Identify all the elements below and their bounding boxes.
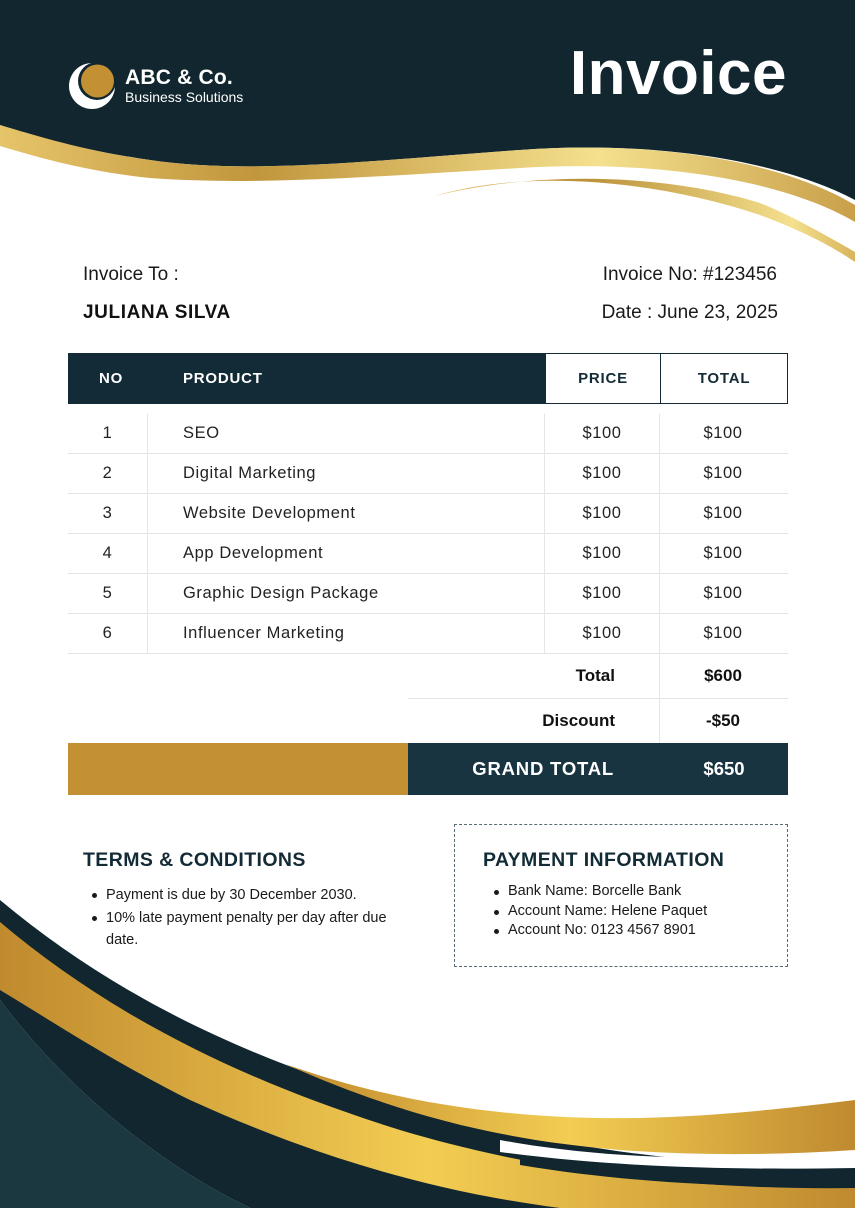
row-total: $100: [703, 584, 743, 602]
table-body: [68, 404, 788, 654]
row-total: $100: [703, 624, 743, 642]
client-name: JULIANA SILVA: [83, 302, 231, 323]
row-price: $100: [545, 454, 660, 493]
row-no: 6: [68, 614, 148, 653]
table-row: [68, 574, 788, 614]
crescent-moon-icon: [68, 62, 116, 110]
payment-item-bank: Bank Name: Borcelle Bank: [483, 882, 787, 902]
table-row: [68, 494, 788, 534]
header-product: PRODUCT: [148, 353, 545, 404]
terms-title: TERMS & CONDITIONS: [83, 849, 306, 871]
row-no: 4: [68, 534, 148, 573]
grand-total-value: $650: [703, 758, 745, 779]
invoice-table: [68, 353, 788, 795]
header-price: PRICE: [545, 353, 660, 404]
payment-list: [483, 882, 787, 941]
grand-total-accent: [68, 743, 408, 795]
terms-section: [83, 849, 403, 952]
document-title: Invoice: [569, 39, 787, 108]
invoice-date: Date : June 23, 2025: [601, 302, 778, 323]
row-no: 1: [68, 414, 148, 453]
row-total: $100: [703, 464, 743, 482]
invoice-number: Invoice No: #123456: [602, 264, 777, 285]
row-price: $100: [545, 614, 660, 653]
summary-total-row: [408, 654, 788, 699]
table-row: [68, 404, 788, 454]
grand-total-bar: [68, 743, 788, 795]
grand-total-label: GRAND TOTAL: [472, 758, 614, 779]
row-total: $100: [703, 544, 743, 562]
payment-info-box: [454, 824, 788, 967]
invoice-to-label: Invoice To :: [83, 264, 179, 285]
row-no: 2: [68, 454, 148, 493]
table-row: [68, 454, 788, 494]
row-product: Digital Marketing: [148, 454, 545, 493]
payment-item-account-name: Account Name: Helene Paquet: [483, 902, 787, 922]
company-logo: [68, 62, 243, 110]
row-product: SEO: [148, 414, 545, 453]
summary-discount-row: [408, 699, 788, 743]
table-row: [68, 534, 788, 574]
row-no: 5: [68, 574, 148, 613]
row-price: $100: [545, 494, 660, 533]
row-product: Website Development: [148, 494, 545, 533]
company-name: ABC & Co.: [125, 66, 233, 89]
row-total: $100: [703, 424, 743, 442]
header-no: NO: [68, 353, 148, 404]
terms-item: 10% late payment penalty per day after due date.: [83, 907, 403, 952]
row-price: $100: [545, 534, 660, 573]
row-product: Graphic Design Package: [148, 574, 545, 613]
table-header: [68, 353, 788, 404]
row-total: $100: [703, 504, 743, 522]
terms-list: [83, 884, 403, 952]
summary-total-value: $600: [704, 666, 742, 685]
row-product: Influencer Marketing: [148, 614, 545, 653]
row-no: 3: [68, 494, 148, 533]
payment-title: PAYMENT INFORMATION: [483, 849, 725, 871]
row-price: $100: [545, 414, 660, 453]
table-row: [68, 614, 788, 654]
header-total: TOTAL: [660, 353, 788, 404]
terms-item: Payment is due by 30 December 2030.: [83, 884, 403, 907]
row-product: App Development: [148, 534, 545, 573]
row-price: $100: [545, 574, 660, 613]
payment-item-account-no: Account No: 0123 4567 8901: [483, 921, 787, 941]
company-tagline: Business Solutions: [125, 89, 244, 105]
summary-discount-label: Discount: [408, 699, 660, 743]
summary-total-label: Total: [408, 654, 660, 698]
summary-discount-value: -$50: [705, 711, 741, 730]
